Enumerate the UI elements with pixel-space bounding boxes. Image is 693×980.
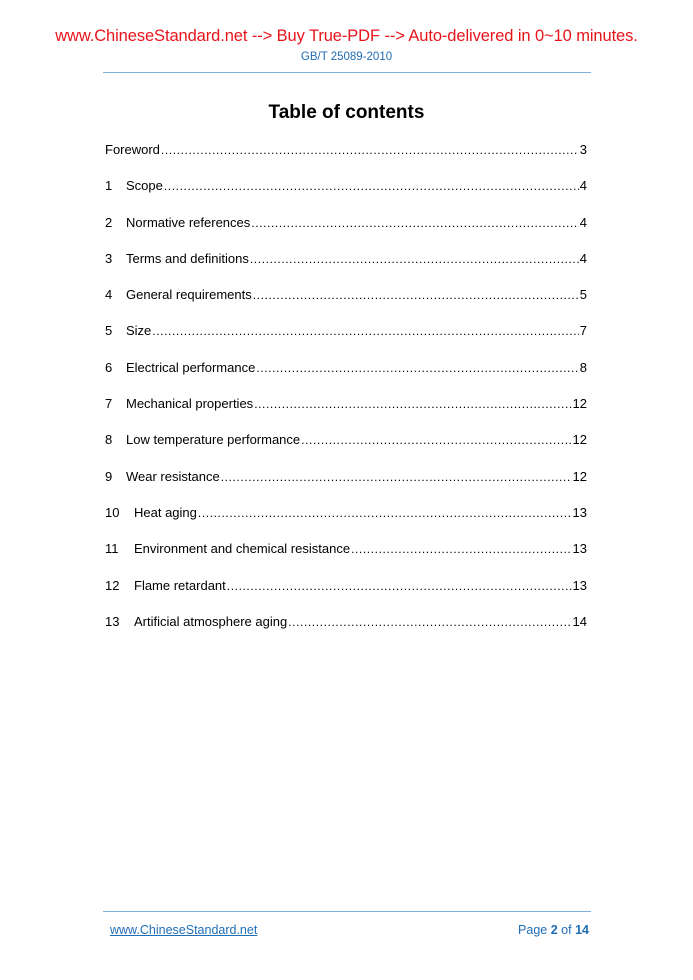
toc-page: 7 <box>579 323 587 339</box>
toc-page: 12 <box>572 396 587 412</box>
toc-number: 12 <box>105 577 120 593</box>
toc-page: 12 <box>572 468 587 484</box>
toc-number: 11 <box>105 541 119 557</box>
toc-title: Heat aging <box>134 504 197 520</box>
toc-title: Environment and chemical resistance <box>134 541 351 557</box>
toc-number: 5 <box>105 323 113 339</box>
toc-page: 14 <box>572 613 587 629</box>
toc-leader <box>254 396 571 412</box>
toc-number: 7 <box>105 396 113 412</box>
toc-number: 4 <box>105 287 113 303</box>
toc-page: 4 <box>579 250 587 266</box>
toc-leader <box>152 323 578 339</box>
toc-entry-mechanical-properties[interactable] <box>105 396 587 432</box>
toc-leader <box>253 287 579 303</box>
toc-entry-size[interactable] <box>105 323 587 359</box>
toc-page: 13 <box>572 504 587 520</box>
page-total: 14 <box>575 923 589 937</box>
toc-title: Artificial atmosphere aging <box>134 613 288 629</box>
toc-page: 4 <box>579 214 587 230</box>
toc-leader <box>250 251 579 267</box>
toc-title: Electrical performance <box>126 359 256 375</box>
toc-entry-low-temperature-performance[interactable] <box>105 432 587 468</box>
toc-entry-wear-resistance[interactable] <box>105 469 587 505</box>
toc-page: 5 <box>579 287 587 303</box>
toc-leader <box>164 178 579 194</box>
toc-title: Mechanical properties <box>126 396 254 412</box>
page-title: Table of contents <box>268 102 425 123</box>
toc-number: 9 <box>105 468 113 484</box>
toc-entry-artificial-atmosphere-aging[interactable] <box>105 614 587 650</box>
page-label: Page <box>518 923 548 937</box>
table-of-contents <box>105 142 587 650</box>
toc-entry-normative-references[interactable] <box>105 215 587 251</box>
toc-number: 6 <box>105 359 113 375</box>
toc-title: Size <box>126 323 152 339</box>
toc-leader <box>221 469 572 485</box>
toc-leader <box>301 432 571 448</box>
toc-entry-terms-and-definitions[interactable] <box>105 251 587 287</box>
page-of: of <box>561 923 572 937</box>
toc-page: 12 <box>572 432 587 448</box>
toc-title: Wear resistance <box>126 468 220 484</box>
header-banner[interactable]: www.ChineseStandard.net --> Buy True-PDF --> Auto-delivered in 0~10 minutes. <box>55 27 638 45</box>
toc-number: 8 <box>105 432 113 448</box>
toc-title: Terms and definitions <box>126 250 249 266</box>
toc-entry-general-requirements[interactable] <box>105 287 587 323</box>
toc-page: 8 <box>579 359 587 375</box>
header-divider <box>103 72 591 73</box>
toc-page: 3 <box>579 142 587 157</box>
toc-number: 3 <box>105 250 113 266</box>
toc-leader <box>227 578 572 594</box>
page-current: 2 <box>550 923 558 937</box>
footer-website-link[interactable]: www.ChineseStandard.net <box>110 923 258 937</box>
toc-entry-flame-retardant[interactable] <box>105 578 587 614</box>
toc-page: 4 <box>579 178 587 194</box>
toc-title: Foreword <box>105 142 160 157</box>
toc-title: Flame retardant <box>134 577 226 593</box>
toc-title: Scope <box>126 178 163 194</box>
toc-leader <box>198 505 572 521</box>
toc-entry-foreword[interactable] <box>105 142 587 178</box>
toc-title: Normative references <box>126 214 251 230</box>
toc-leader <box>256 360 578 376</box>
toc-number: 13 <box>105 613 120 629</box>
toc-entry-heat-aging[interactable] <box>105 505 587 541</box>
toc-page: 13 <box>572 577 587 593</box>
toc-number: 1 <box>105 178 113 194</box>
toc-title: Low temperature performance <box>126 432 301 448</box>
toc-leader <box>161 142 579 158</box>
toc-entry-scope[interactable] <box>105 178 587 214</box>
toc-leader <box>288 614 571 630</box>
toc-entry-electrical-performance[interactable] <box>105 360 587 396</box>
toc-number: 10 <box>105 504 120 520</box>
toc-entry-environment-and-chemical-resistance[interactable] <box>105 541 587 577</box>
toc-leader <box>251 215 578 231</box>
toc-leader <box>351 541 571 557</box>
page-number <box>518 923 589 937</box>
toc-number: 2 <box>105 214 113 230</box>
standard-code: GB/T 25089-2010 <box>300 51 393 63</box>
footer-divider <box>103 911 591 912</box>
toc-title: General requirements <box>126 287 252 303</box>
toc-page: 13 <box>572 541 587 557</box>
